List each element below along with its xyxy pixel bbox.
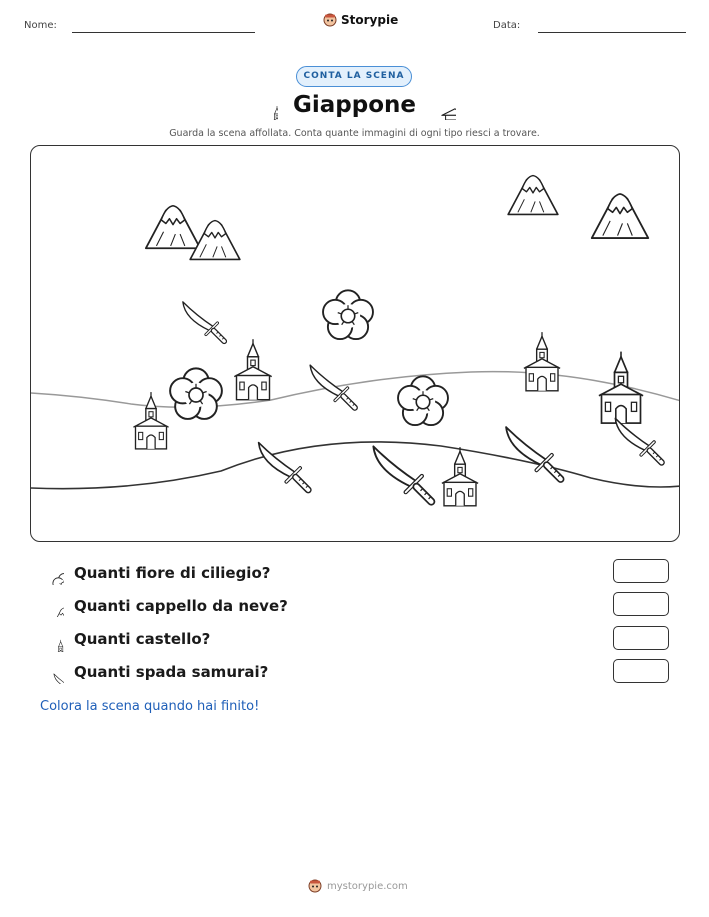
instructions: Guarda la scena affollata. Conta quante immagini di ogni tipo riesci a trovare. [169, 128, 540, 139]
cherry-blossom-icon [170, 368, 222, 419]
question-row [40, 561, 270, 585]
name-label: Nome: [24, 20, 57, 31]
snowcap-mountain-icon [508, 176, 558, 215]
answer-box[interactable] [613, 626, 669, 650]
date-line[interactable] [538, 32, 686, 33]
page-title: Giappone [293, 92, 416, 118]
storypie-mascot-icon [308, 879, 322, 893]
question-row [40, 627, 210, 651]
pagoda-icon [424, 94, 456, 120]
question-row [40, 660, 268, 684]
samurai-sword-icon [615, 418, 661, 462]
question-text: Quanti fiore di ciliegio? [74, 564, 271, 582]
cherry-blossom-icon [323, 290, 373, 339]
snowcap-mountain-icon [190, 221, 240, 260]
samurai-sword-icon [310, 365, 355, 408]
castle-icon [442, 447, 478, 506]
question-text: Quanti castello? [74, 630, 211, 648]
cherry-blossom-icon [40, 561, 64, 585]
activity-badge: CONTA LA SCENA [296, 66, 412, 87]
samurai-sword-icon [506, 427, 561, 479]
question-row [40, 594, 288, 618]
storypie-mascot-icon [323, 13, 337, 27]
answer-box[interactable] [613, 559, 669, 583]
footer-brand [308, 879, 408, 893]
castle-icon [599, 352, 643, 424]
castle-icon [234, 339, 271, 400]
castle-icon [40, 626, 64, 652]
date-label: Data: [493, 20, 521, 31]
snowcap-mountain-icon [592, 194, 648, 238]
scene-illustration [31, 146, 680, 542]
samurai-sword-icon [259, 443, 309, 490]
website-link[interactable]: mystorypie.com [327, 880, 408, 892]
front-hill-line [31, 442, 680, 489]
cherry-blossom-icon [398, 376, 448, 425]
snowcap-mountain-icon [146, 206, 200, 249]
samurai-sword-icon [183, 302, 224, 341]
question-text: Quanti spada samurai? [74, 663, 269, 681]
back-hill-line [31, 372, 680, 408]
answer-box[interactable] [613, 659, 669, 683]
brand-name: Storypie [341, 13, 399, 27]
question-text: Quanti cappello da neve? [74, 597, 288, 615]
answer-box[interactable] [613, 592, 669, 616]
samurai-sword-icon [40, 660, 64, 684]
name-line[interactable] [72, 32, 255, 33]
counting-scene [30, 145, 680, 542]
coloring-instruction: Colora la scena quando hai finito! [40, 699, 260, 714]
samurai-sword-icon [373, 446, 431, 501]
brand-logo [323, 13, 398, 27]
castle-icon [524, 332, 560, 391]
snowcap-mountain-icon [40, 595, 64, 617]
castle-icon [133, 392, 168, 449]
